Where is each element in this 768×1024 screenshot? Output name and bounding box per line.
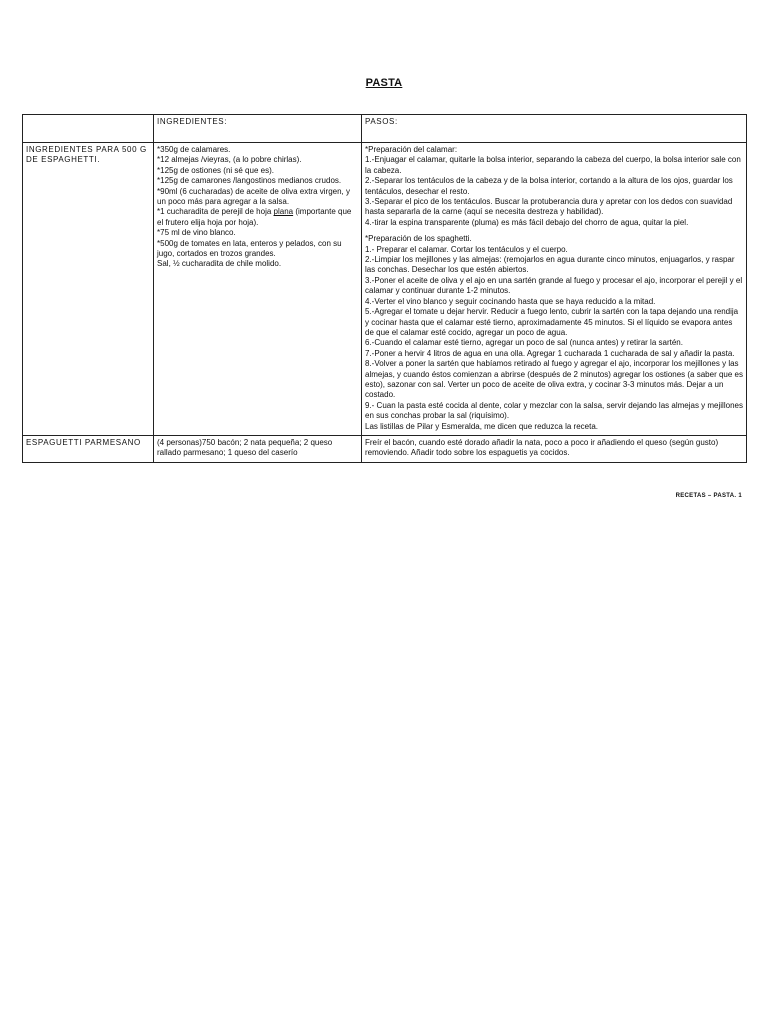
- header-cell-steps: PASOS:: [362, 115, 747, 143]
- ingredient-perejil-underlined: plana: [273, 207, 294, 217]
- step-line: 8.-Volver a poner la sartén que habíamos retirado al fuego y agregar el ajo, incorporar los mejillones y las almejas, y cuando éstos comienzan a abrirse (después de 2 minutos) agregar los ostiones (a saber que es esto), sazonar con sal. Verter un poco de aceite de oliva extra, y cocinar 3-3 minutos más. Dejar a un costado.: [365, 359, 743, 400]
- ingredient-line: *350g de calamares.: [157, 145, 231, 154]
- page-title: PASTA: [365, 77, 403, 89]
- ingredient-line: Sal, ½ cucharadita de chile molido.: [157, 259, 282, 269]
- steps-cell: [362, 143, 747, 436]
- step-line: 2.-Separar los tentáculos de la cabeza y de la bolsa interior, cortando a la altura de los ojos, guardar los tentáculos, desechar el resto.: [365, 176, 733, 196]
- table-row: [23, 143, 747, 436]
- recipe-table: [22, 114, 747, 463]
- step-line: 3.-Separar el pico de los tentáculos. Buscar la protuberancia dura y apretar con los dedos con suavidad hasta separarla de la carne (aquí se necesita destreza y habilidad).: [365, 197, 733, 217]
- page-footer: RECETAS – PASTA. 1: [675, 493, 742, 499]
- table-row: [23, 435, 747, 462]
- ingredient-line: *500g de tomates en lata, enteros y pelados, con su jugo, cortados en trozos grandes.: [157, 238, 342, 259]
- step-line: 2.-Limpiar los mejillones y las almejas: (remojarlos en agua durante cinco minutos, enjuagarlos, y raspar las conchas. Desechar los que estén abiertos.: [365, 255, 735, 275]
- step-line: 9.- Cuan la pasta esté cocida al dente, colar y mezclar con la salsa, servir dejando las almejas y mejillones en sus conchas probar la sal (riquísimo).: [365, 400, 743, 421]
- ingredient-line: *125g de camarones /langostinos medianos crudos.: [157, 176, 342, 186]
- ingredients-cell: (4 personas)750 bacón; 2 nata pequeña; 2 queso rallado parmesano; 1 queso del caserío: [154, 435, 362, 462]
- step-line: 1.-Enjuagar el calamar, quitarle la bolsa interior, separando la cabeza del cuerpo, la bolsa interior sale con la cabeza.: [365, 155, 741, 175]
- ingredient-line: *90ml (6 cucharadas) de aceite de oliva extra virgen, y un poco más para agregar a la salsa.: [157, 186, 350, 207]
- recipe-name: ESPAGUETTI PARMESANO: [23, 435, 154, 462]
- ingredient-line-perejil: [157, 207, 358, 228]
- steps-section-title: *Preparación de los spaghetti.: [365, 234, 472, 244]
- recipe-name: INGREDIENTES PARA 500 G DE ESPAGHETTI.: [23, 143, 154, 436]
- step-line: Las listillas de Pilar y Esmeralda, me dicen que reduzca la receta.: [365, 421, 598, 431]
- step-line: 3.-Poner el aceite de oliva y el ajo en una sartén grande al fuego y procesar el ajo, incorporar el perejil y el calamar y continuar durante 1-2 minutos.: [365, 275, 743, 296]
- steps-section-title: *Preparación del calamar:: [365, 145, 458, 154]
- table-header-row: [23, 115, 747, 143]
- steps-cell: Freír el bacón, cuando esté dorado añadir la nata, poco a poco ir añadiendo el queso (según gusto) removiendo. Añadir todo sobre los espaguetis ya cocidos.: [362, 435, 747, 462]
- step-line: 6.-Cuando el calamar esté tierno, agregar un poco de sal (nunca antes) y retirar la sartén.: [365, 338, 683, 348]
- header-cell-name: [23, 115, 154, 143]
- ingredient-line: *75 ml de vino blanco.: [157, 228, 236, 238]
- ingredient-line: *12 almejas /vieyras, (a lo pobre chirlas).: [157, 155, 302, 165]
- ingredient-perejil-post: (importante que el frutero elija hoja por hoja).: [157, 207, 352, 227]
- step-line: 4.-tirar la espina transparente (pluma) es más fácil debajo del chorro de agua, quitar la piel.: [365, 217, 689, 227]
- step-line: 5.-Agregar el tomate u dejar hervir. Reducir a fuego lento, cubrir la sartén con la tapa dejando una rendija y cocinar hasta que el calamar esté tierno, aproximadamente 45 minutos. Si el líquido se evapora antes de que el calamar esté cocido, agregar un poco de agua.: [365, 307, 739, 337]
- step-line: 4.-Verter el vino blanco y seguir cocinando hasta que se haya reducido a la mitad.: [365, 296, 656, 306]
- step-line: 7.-Poner a hervir 4 litros de agua en una olla. Agregar 1 cucharada 1 cucharada de sal y añadir la pasta.: [365, 348, 735, 358]
- header-cell-ingredients: INGREDIENTES:: [154, 115, 362, 143]
- ingredients-cell: [154, 143, 362, 436]
- step-line: 1.- Preparar el calamar. Cortar los tentáculos y el cuerpo.: [365, 244, 568, 254]
- ingredient-line: *125g de ostiones (ni sé que es).: [157, 165, 274, 175]
- ingredient-perejil-pre: *1 cucharadita de perejil de hoja: [157, 207, 274, 217]
